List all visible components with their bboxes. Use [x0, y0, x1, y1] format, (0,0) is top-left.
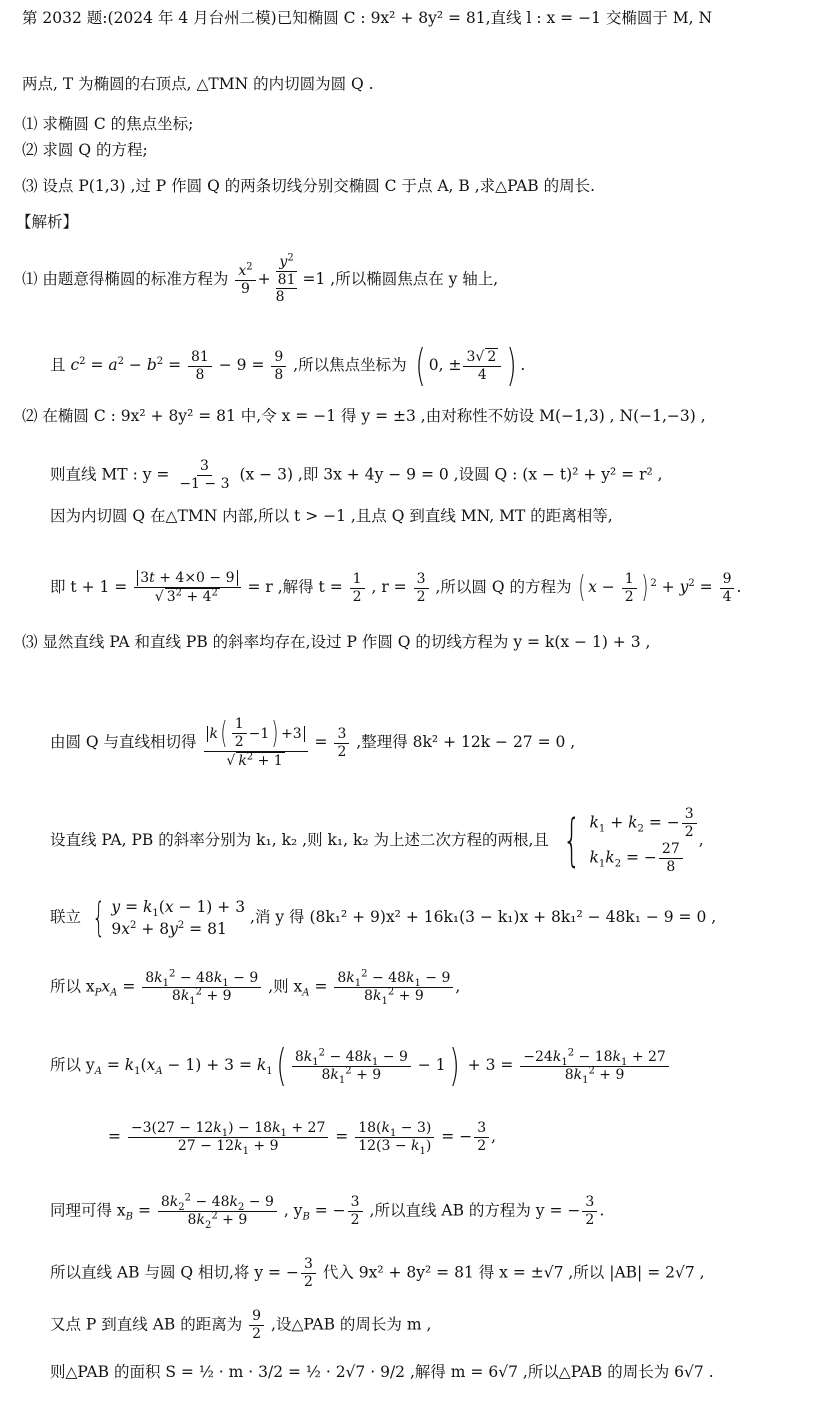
- part2-l4-prefix: 即 t + 1 =: [50, 578, 128, 596]
- fraction: $\frac{8k_1^2 - 48k_1 - 9}{8k_1^2 + 9}$: [142, 970, 261, 1005]
- part1-b-prefix: 且: [50, 356, 66, 374]
- part3-line-9: [50, 1256, 770, 1291]
- part3-l7-end: ,: [491, 1127, 497, 1146]
- part3-l4-prefix: 联立: [50, 908, 82, 926]
- problem-line-1: 第 2032 题:(2024 年 4 月台州二模)已知椭圆 C : 9x² + 8y² = 81,直线 l : x = −1 交椭圆于 M, N: [22, 9, 713, 27]
- part3-line-5: 所以 $x_Px_A$ = $\frac{8k_1^2 - 48k_1 - 9}{8k_1^2 + 9}$ ,则 $x_A$ = $\frac{8k_1^2 - 48k_1 - 9}{8k_1^2 + 9}$ ,: [50, 968, 461, 1007]
- fraction: $y^2$ 81 8: [275, 252, 296, 305]
- part3-l10-prefix: 又点 P 到直线 AB 的距离为: [50, 1315, 243, 1334]
- fraction: $\frac{9}{2}$: [249, 1308, 264, 1343]
- fraction: $\frac{-24k_1^2 - 18k_1 + 27}{8k_1^2 + 9}$: [520, 1049, 669, 1084]
- part3-l10-suffix: ,设△PAB 的周长为 m ,: [271, 1315, 432, 1334]
- part3-l8-suffix: ,所以直线 AB 的方程为 y = −: [369, 1201, 581, 1220]
- part3-l5-end: ,: [455, 977, 461, 996]
- part3-l2-prefix: 由圆 Q 与直线相切得: [50, 733, 197, 751]
- part3-l3-prefix: 设直线 PA, PB 的斜率分别为 k₁, k₂ ,则 k₁, k₂ 为上述二次方程的两根,且: [50, 831, 549, 849]
- part3-l9-suffix: 代入 9x² + 8y² = 81 得 x = ±√7 ,所以 |AB| = 2√7 ,: [322, 1263, 705, 1282]
- part2-l2-prefix: 则直线 MT : y =: [50, 465, 170, 484]
- fraction: $\frac{-3(27 - 12k_1) - 18k_1 + 27}{27 - 12k_1 + 9}$: [128, 1120, 328, 1155]
- part3-l8-mid: , y: [283, 1201, 303, 1220]
- part2-l4-mid1: = r ,解得 t =: [247, 578, 343, 596]
- part2-line-1: ⑵ 在椭圆 C : 9x² + 8y² = 81 中,令 x = −1 得 y = ±3 ,由对称性不妨设 M(−1,3) , N(−1,−3) ,: [22, 407, 706, 425]
- part3-line-7: = $\frac{-3(27 - 12k_1) - 18k_1 + 27}{27 - 12k_1 + 9}$ = $\frac{18(k_1 - 3)}{12(3 - k_1)}$ = − $\frac{3}{2}$ ,: [108, 1120, 497, 1157]
- problem-line-2: 两点, T 为椭圆的右顶点, △TMN 的内切圆为圆 Q .: [22, 75, 374, 93]
- part2-l4-mid2: , r =: [371, 578, 407, 596]
- part3-l8-end: .: [599, 1201, 605, 1220]
- fraction: $\frac{3}{2}$: [334, 726, 349, 761]
- part1-line-a: ⑴ 由题意得椭圆的标准方程为 $\frac{x^2}{9}$ + $y^2$ 81 8 =1 ,所以椭圆焦点在 y 轴上,: [22, 252, 499, 305]
- part3-line-4: 联立 { $y = k_1(x - 1) + 3$ $9x^2 + 8y^2 = 81$ ,消 y 得 (8k₁² + 9)x² + 16k₁(3 − k₁)x + 8k₁² − 48k₁ − 9 = 0 ,: [50, 895, 717, 941]
- fraction: $\frac{8k_1^2 - 48k_1 - 9}{8k_1^2 + 9}$: [292, 1049, 411, 1084]
- fraction: $\frac{3√ 2}{4}$: [463, 348, 501, 384]
- fraction: $\frac{8k_1^2 - 48k_1 - 9}{8k_1^2 + 9}$: [334, 970, 453, 1005]
- fraction: k( $\frac{1}{2}$ −1) +3 √ $k^2 + 1$: [204, 716, 308, 770]
- part3-line-10: [50, 1308, 770, 1343]
- part3-l6-prefix: 所以 y: [50, 1056, 95, 1074]
- equation-system: $k_1 + k_2$ = − $\frac{3}{2}$ $k_1k_2$ = − $\frac{27}{8}$: [590, 806, 699, 876]
- part3-l8-prefix: 同理可得 x: [50, 1201, 126, 1220]
- part3-line-8: 同理可得 $x_B$ = $\frac{8k_2^2 - 48k_2 - 9}{8k_2^2 + 9}$ , $y_B$ = − $\frac{3}{2}$ ,所以直线 AB 的方程为 y = − $\frac{3}{2}$ .: [50, 1192, 605, 1231]
- fraction: $\frac{3}{2}$: [414, 571, 429, 606]
- part3-line-11: 则△PAB 的面积 S = ½ · m · 3/2 = ½ · 2√7 · 9/2 ,解得 m = 6√7 ,所以△PAB 的周长为 6√7 .: [50, 1363, 714, 1381]
- part3-l5-mid: ,则 x: [268, 977, 303, 996]
- part2-l4-mid3: ,所以圆 Q 的方程为: [435, 578, 572, 596]
- fraction: $\frac{81}{8}$: [188, 349, 212, 384]
- part3-line-1: ⑶ 显然直线 PA 和直线 PB 的斜率均存在,设过 P 作圆 Q 的切线方程为 y = k(x − 1) + 3 ,: [22, 633, 651, 651]
- part1-a-suffix: ,所以椭圆焦点在 y 轴上,: [330, 270, 499, 288]
- part3-l5-prefix: 所以 x: [50, 977, 95, 996]
- part2-line-4: 即 t + 1 = 3t + 4×0 − 9 √ $3^2 + 4^2$ = r ,解得 t = $\frac{1}{2}$ , r = $\frac{3}{2}$ ,所以圆 Q 的方程为 ( x − $\frac{1}{2}$ ) $^2 + y^2$ = $\frac{9}{4}$ .: [50, 570, 770, 606]
- fraction: $\frac{18(k_1 - 3)}{12(3 - k_1)}$: [355, 1120, 434, 1155]
- part1-b-end: .: [520, 356, 526, 374]
- fraction: $\frac{3}{2}$: [582, 1194, 597, 1229]
- part3-line-6: 所以 $y_A = k_1(x_A - 1) + 3 = k_1$( $\frac{8k_1^2 - 48k_1 - 9}{8k_1^2 + 9}$ − 1) + 3 = $\frac{-24k_1^2 - 18k_1 + 27}{8k_1^2 + 9}$: [50, 1046, 770, 1086]
- part3-line-2: 由圆 Q 与直线相切得 k( $\frac{1}{2}$ −1) +3 √ $k^2 + 1$ = $\frac{3}{2}$ ,整理得 8k² + 12k − 27 = 0 ,: [50, 716, 770, 770]
- fraction: $\frac{1}{2}$: [622, 571, 637, 606]
- part1-a-prefix: ⑴ 由题意得椭圆的标准方程为: [22, 270, 229, 288]
- part1-line-b: 且 $c^2 = a^2 - b^2$ = $\frac{81}{8}$ − 9 = $\frac{9}{8}$ ,所以焦点坐标为 ( 0, ± $\frac{3√ 2}{4}$ ) .: [50, 346, 770, 386]
- fraction: $\frac{3}{2}$: [301, 1256, 316, 1291]
- part1-b-mid: ,所以焦点坐标为: [293, 356, 407, 374]
- part3-line-3: 设直线 PA, PB 的斜率分别为 k₁, k₂ ,则 k₁, k₂ 为上述二次方程的两根,且 { $k_1 + k_2$ = − $\frac{3}{2}$ $k_1k_2$ = − $\frac{27}{8}$ ,: [50, 806, 704, 875]
- part3-l3-end: ,: [698, 831, 704, 849]
- part2-l2-suffix: (x − 3) ,即 3x + 4y − 9 = 0 ,设圆 Q : (x − t)² + y² = r² ,: [239, 465, 663, 484]
- question-2: ⑵ 求圆 Q 的方程;: [22, 141, 148, 159]
- fraction: $\frac{9}{8}$: [271, 349, 286, 384]
- fraction: 3t + 4×0 − 9 √ $3^2 + 4^2$: [134, 570, 240, 606]
- fraction: $\frac{x^2}{9}$: [235, 263, 255, 298]
- part3-l4-suffix: ,消 y 得 (8k₁² + 9)x² + 16k₁(3 − k₁)x + 8k₁² − 48k₁ − 9 = 0 ,: [250, 908, 717, 926]
- equation-system: $y = k_1(x - 1) + 3$ $9x^2 + 8y^2 = 81$: [111, 898, 246, 938]
- question-1: ⑴ 求椭圆 C 的焦点坐标;: [22, 115, 194, 133]
- fraction: $\frac{3}{-1 - 3}$: [179, 458, 230, 492]
- part3-l9-prefix: 所以直线 AB 与圆 Q 相切,将 y = −: [50, 1263, 299, 1282]
- part3-l2-suffix: ,整理得 8k² + 12k − 27 = 0 ,: [356, 733, 576, 751]
- fraction: $\frac{3}{2}$: [474, 1120, 489, 1155]
- part2-line-2: [50, 458, 770, 493]
- part2-l4-end: .: [736, 578, 742, 596]
- fraction: $\frac{9}{4}$: [720, 571, 735, 606]
- fraction: $\frac{3}{2}$: [348, 1194, 363, 1229]
- question-3: ⑶ 设点 P(1,3) ,过 P 作圆 Q 的两条切线分别交椭圆 C 于点 A, B ,求△PAB 的周长.: [22, 177, 596, 195]
- fraction: $\frac{1}{2}$: [350, 571, 365, 606]
- fraction: $\frac{8k_2^2 - 48k_2 - 9}{8k_2^2 + 9}$: [158, 1194, 277, 1229]
- analysis-header: 【解析】: [16, 213, 79, 231]
- part2-line-3: 因为内切圆 Q 在△TMN 内部,所以 t > −1 ,且点 Q 到直线 MN, MT 的距离相等,: [50, 507, 613, 525]
